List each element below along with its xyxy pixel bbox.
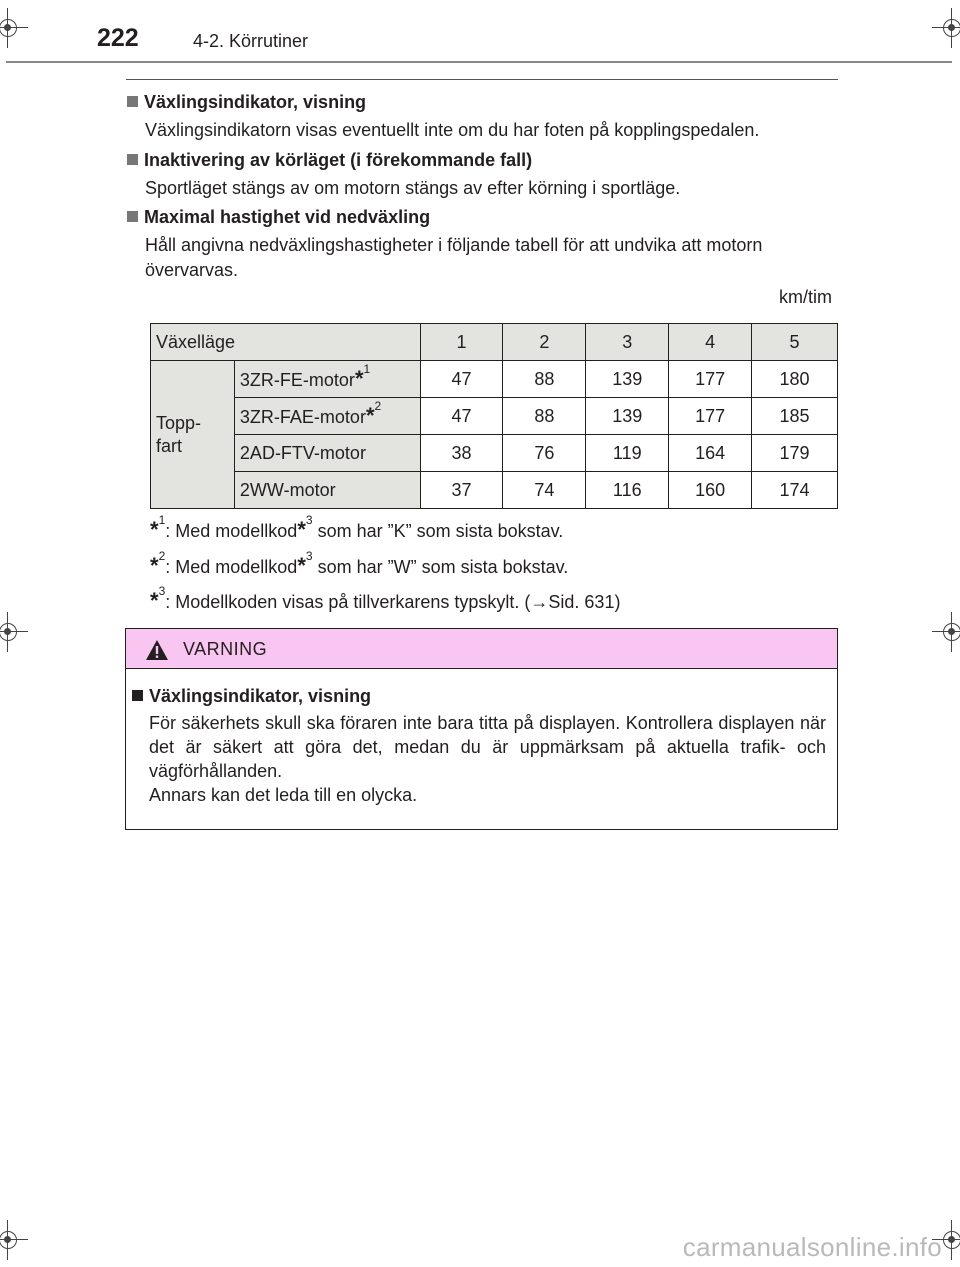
section-heading-max-speed: Maximal hastighet vid nedväxling <box>127 207 430 228</box>
engine-label: 3ZR-FE-motor*$^1$ <box>234 361 420 398</box>
warning-box <box>125 628 838 830</box>
crop-mark-bottom-left <box>0 1220 28 1260</box>
warning-triangle-icon <box>145 639 169 661</box>
footnote-1: *$^1$: Med modellkod*$^3$ som har ”K” som sista bokstav. <box>150 513 564 542</box>
table-row <box>151 398 838 435</box>
page-reference-link[interactable]: Sid. 631) <box>548 592 621 612</box>
bullet-square-icon <box>132 690 143 701</box>
crop-mark-mid-left <box>0 612 28 652</box>
content-divider <box>126 79 838 80</box>
gear-position-header: Växelläge <box>151 324 421 361</box>
table-cell: 179 <box>752 435 838 472</box>
table-cell: 139 <box>586 361 669 398</box>
table-unit: km/tim <box>779 287 832 307</box>
header-divider <box>6 61 952 63</box>
table-cell: 119 <box>586 435 669 472</box>
warning-header <box>126 629 837 669</box>
table-row <box>151 435 838 472</box>
table-cell: 38 <box>420 435 503 472</box>
section-heading-drive-mode: Inaktivering av körläget (i förekommande fall) <box>127 150 532 171</box>
arrow-right-icon: → <box>530 592 549 612</box>
gear-header-2: 2 <box>503 324 586 361</box>
table-cell: 88 <box>503 361 586 398</box>
downshift-speed-table <box>150 323 838 509</box>
table-cell: 47 <box>420 361 503 398</box>
section-heading-shift-indicator: Växlingsindikator, visning <box>127 92 366 113</box>
table-cell: 88 <box>503 398 586 435</box>
table-cell: 160 <box>669 472 752 509</box>
crop-mark-top-right <box>932 8 960 48</box>
section-body-max-speed: Håll angivna nedväxlingshastigheter i följande tabell för att undvika att motorn övervarvas. <box>145 235 763 280</box>
page-number: 222 <box>97 24 139 52</box>
gear-header-1: 1 <box>420 324 503 361</box>
watermark: carmanualsonline.info <box>682 1232 942 1262</box>
table-cell: 180 <box>752 361 838 398</box>
top-speed-label: Topp- fart <box>151 361 235 509</box>
warning-body: För säkerhets skull ska föraren inte bara titta på displayen. Kontrollera displayen när det är säkert att göra det, medan du är uppmärksam på aktuella trafik- och vägförhållanden. Annars kan det leda till en olycka. <box>149 713 826 805</box>
section-body-shift-indicator: Växlingsindikatorn visas eventuellt inte om du har foten på kopplingspedalen. <box>145 120 760 140</box>
table-cell: 185 <box>752 398 838 435</box>
table-cell: 37 <box>420 472 503 509</box>
engine-label: 3ZR-FAE-motor*$^2$ <box>234 398 420 435</box>
crop-mark-top-left <box>0 8 28 48</box>
section-body-drive-mode: Sportläget stängs av om motorn stängs av efter körning i sportläge. <box>145 178 681 198</box>
table-row <box>151 361 838 398</box>
table-cell: 76 <box>503 435 586 472</box>
footnote-2: *$^2$: Med modellkod*$^3$ som har ”W” som sista bokstav. <box>150 549 569 578</box>
gear-header-4: 4 <box>669 324 752 361</box>
gear-header-3: 3 <box>586 324 669 361</box>
table-cell: 164 <box>669 435 752 472</box>
chapter-title: 4-2. Körrutiner <box>193 31 309 51</box>
table-header-row <box>151 324 838 361</box>
table-cell: 139 <box>586 398 669 435</box>
table-row <box>151 472 838 509</box>
bullet-square-icon <box>127 154 138 165</box>
table-cell: 177 <box>669 398 752 435</box>
gear-header-5: 5 <box>752 324 838 361</box>
table-cell: 177 <box>669 361 752 398</box>
warning-title: VARNING <box>183 639 268 659</box>
bullet-square-icon <box>127 211 138 222</box>
engine-label: 2WW-motor <box>234 472 420 509</box>
table-cell: 74 <box>503 472 586 509</box>
table-cell: 174 <box>752 472 838 509</box>
table-cell: 47 <box>420 398 503 435</box>
warning-section-heading: Växlingsindikator, visning <box>132 686 371 707</box>
bullet-square-icon <box>127 96 138 107</box>
table-cell: 116 <box>586 472 669 509</box>
engine-label: 2AD-FTV-motor <box>234 435 420 472</box>
footnote-3: *$^3$: Modellkoden visas på tillverkarens typskylt. (→Sid. 631) <box>150 584 621 613</box>
crop-mark-mid-right <box>932 612 960 652</box>
